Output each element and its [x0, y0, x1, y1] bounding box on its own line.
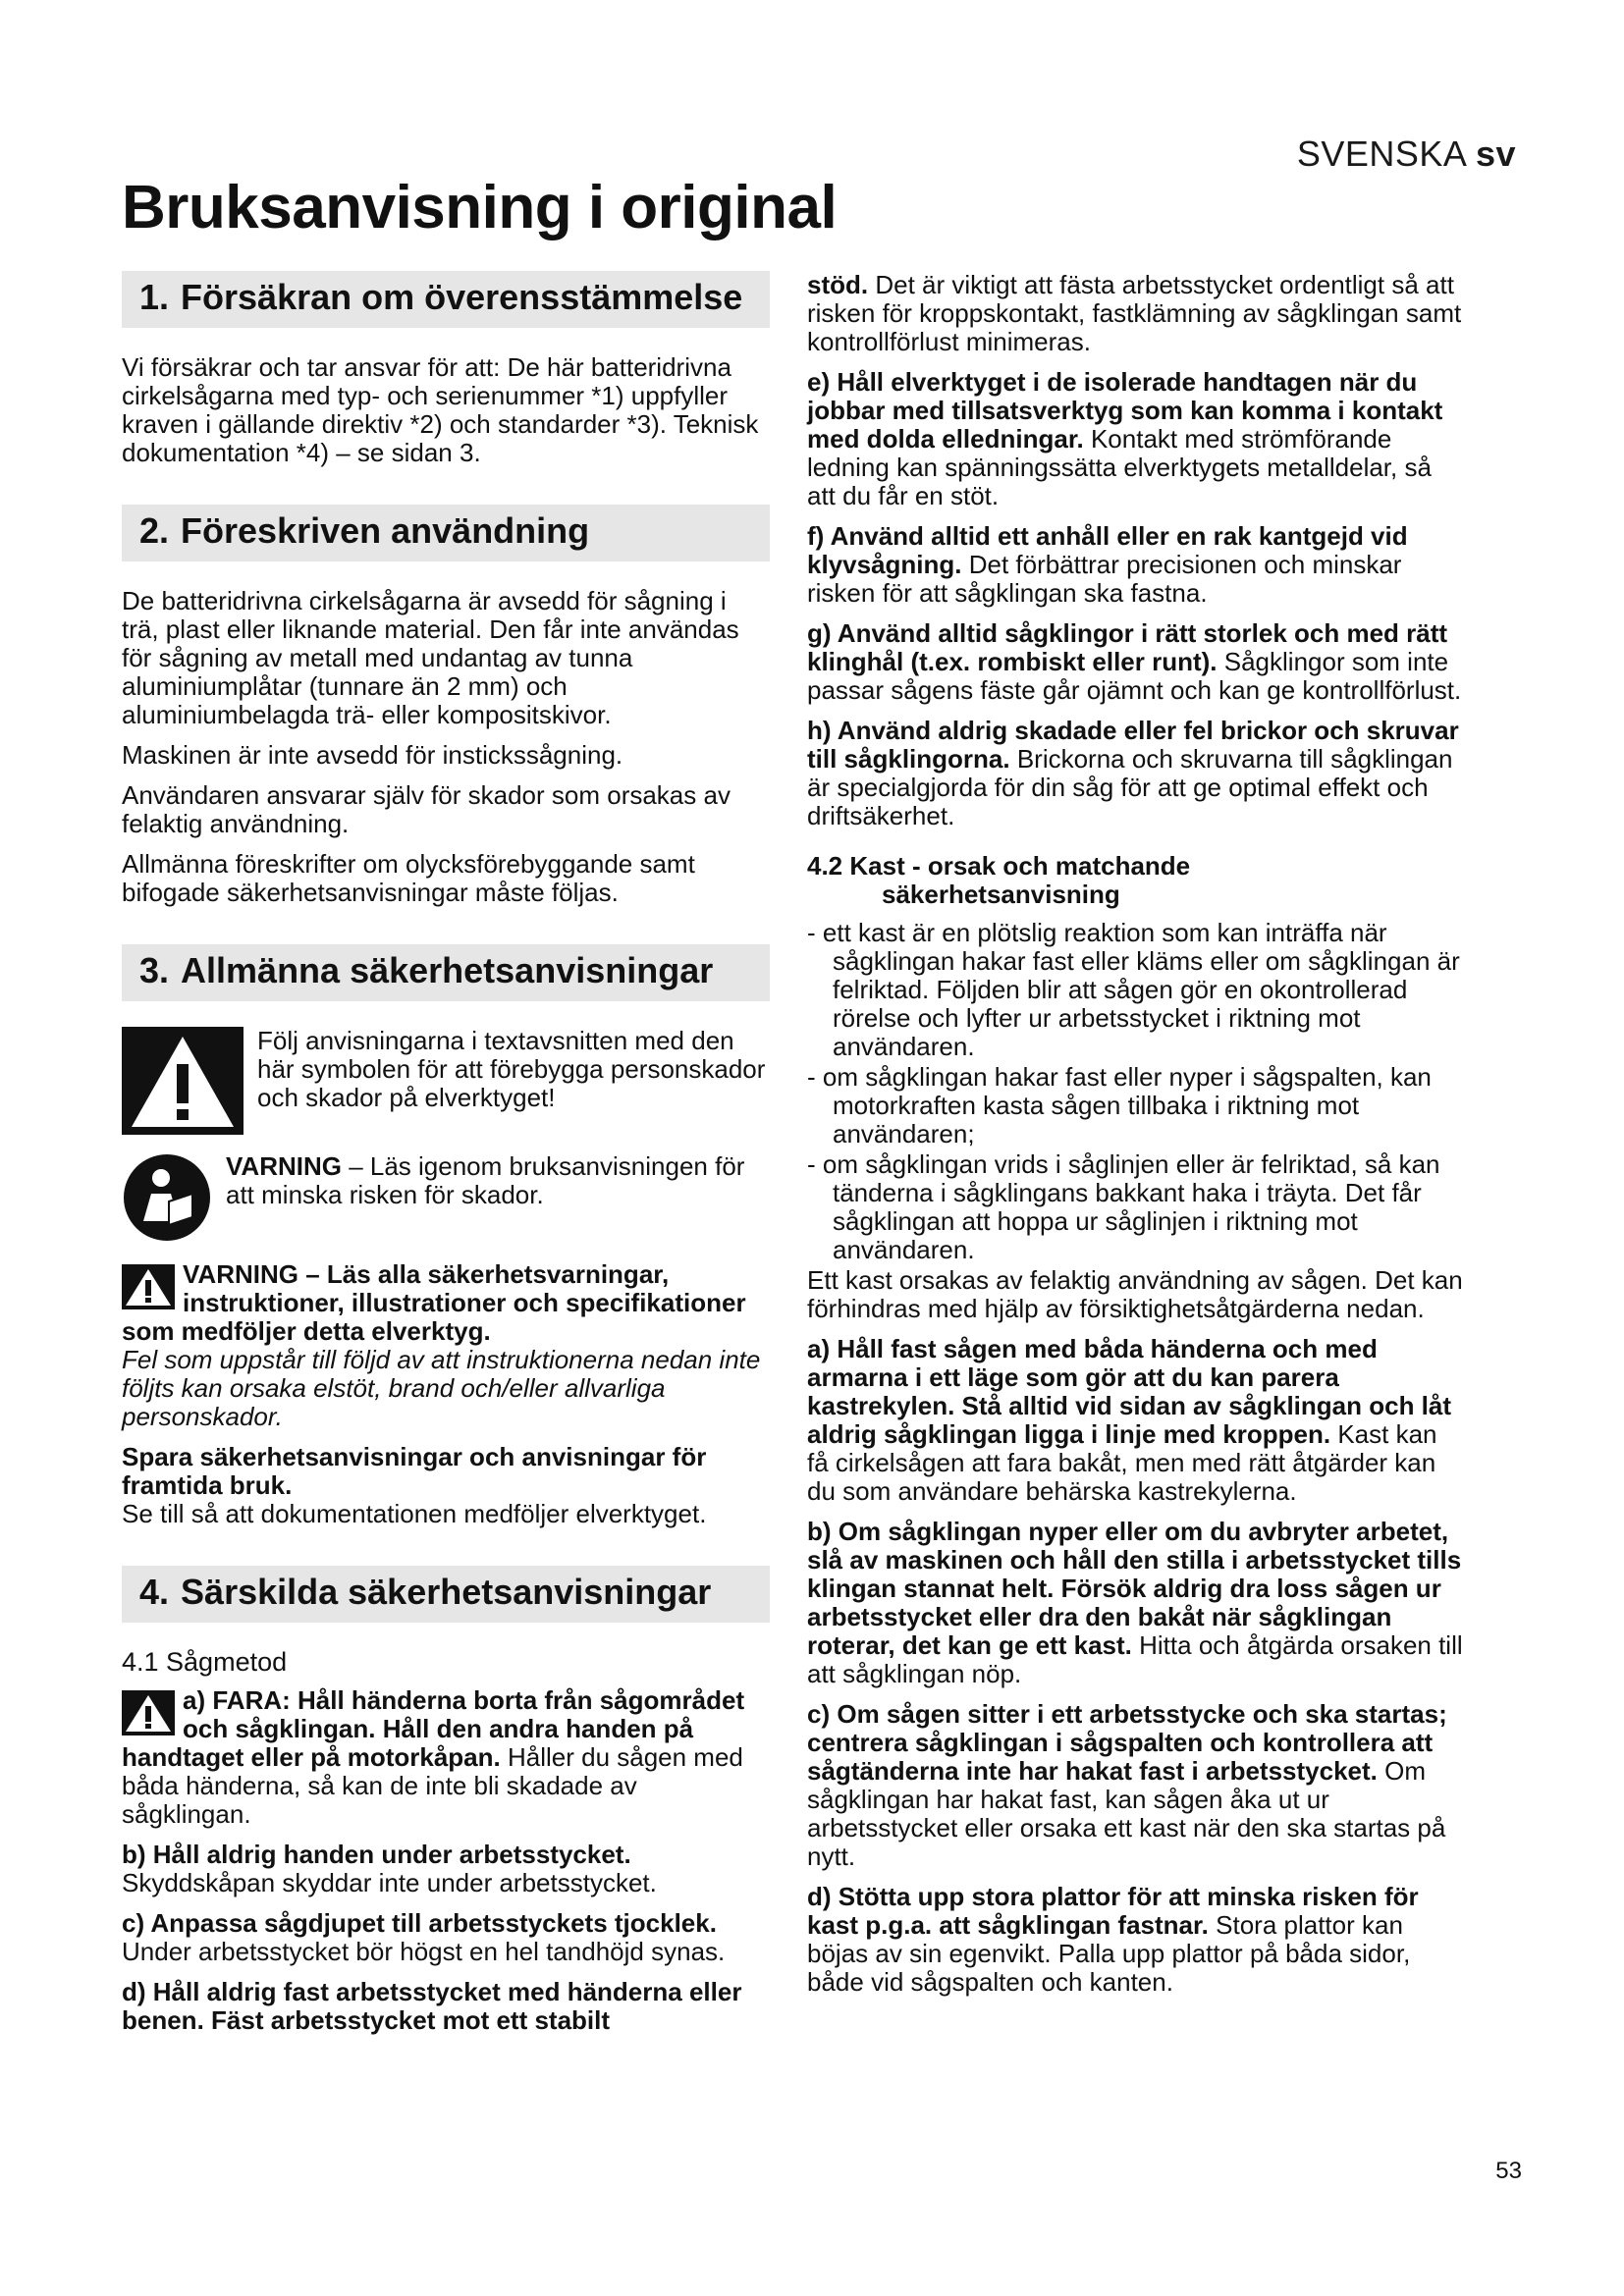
list-item: - om sågklingan vrids i såglinjen eller är felriktad, så kan tänderna i sågklingans bakkant haka i träyta. Det får sågklingan att hoppa ur såglinjen i riktning mot användaren.: [807, 1149, 1440, 1264]
section-1-heading: 1. Försäkran om överensstämmelse: [122, 271, 770, 328]
item-4-2-c: c) Om sågen sitter i ett arbetsstycke och ska startas; centrera sågklingan i sågspalten och kontrollera att sågtänderna inte har hakat fast i arbetsstycket. Om sågklingan har hakat fast, kan sågen åka ut ur arbetsstycket eller orsaka ett kast när den ska startas på nytt.: [807, 1699, 1447, 1871]
item-4-2-b: b) Om sågklingan nyper eller om du avbryter arbetet, slå av maskinen och håll den stilla i arbetsstycket tills klingan stannat helt. Försök aldrig dra loss sågen ur arbetsstycket eller dra den bakåt när sågklingan roterar, det kan ge ett kast. Hitta och åtgärda orsaken till att sågklingan nöp.: [807, 1517, 1463, 1688]
list-item: - om sågklingan hakar fast eller nyper i sågspalten, kan motorkraften kasta sågen tillbaka i riktning mot användaren;: [807, 1062, 1432, 1148]
usage-text-1: De batteridrivna cirkelsågarna är avsedd för sågning i trä, plast eller liknande material. Den får inte användas för sågning av metall med undantag av tunna aluminiumplåtar (tunnare än 2 mm) och aluminiumbelagda trä- eller kompositskivor.: [122, 586, 739, 729]
item-4-1-e: e) Håll elverktyget i de isolerade handtagen när du jobbar med tillsatsverktyg som kan komma i kontakt med dolda elledningar. Kontakt med strömförande ledning kan spänningssätta elverktygets metalldelar, så att du får en stöt.: [807, 367, 1443, 510]
section-4-heading: 4. Särskilda säkerhetsanvisningar: [122, 1566, 770, 1623]
warning-small-icon: [122, 1264, 175, 1309]
section-3-heading: 3. Allmänna säkerhetsanvisningar: [122, 944, 770, 1001]
section-2-heading: 2. Föreskriven användning: [122, 505, 770, 561]
item-d-continued: stöd. Det är viktigt att fästa arbetsstycket ordentligt så att risken för kroppskontakt, fastklämning av sågklingan samt kontrollförlust minimeras.: [807, 270, 1462, 356]
item-4-1-h: h) Använd aldrig skadade eller fel brickor och skruvar till sågklingorna. Brickorna och skruvarna till sågklingan är specialgjorda för din såg för att ge optimal effekt och driftsäkerhet.: [807, 716, 1459, 830]
varning-all-italic: Fel som uppstår till följd av att instruktionerna nedan inte följts kan orsaka elstöt, brand och/eller allvarliga personskador.: [122, 1345, 761, 1431]
read-manual-icon: [122, 1152, 212, 1243]
page-title: Bruksanvisning i original: [122, 174, 838, 241]
item-4-1-c: c) Anpassa sågdjupet till arbetsstyckets tjocklek. Under arbetsstycket bör högst en hel tandhöjd synas.: [122, 1908, 726, 1966]
usage-text-4: Allmänna föreskrifter om olycksförebyggande samt bifogade säkerhetsanvisningar måste följas.: [122, 849, 695, 907]
item-4-2-d: d) Stötta upp stora plattor för att minska risken för kast p.g.a. att sågklingan fastnar. Stora plattor kan böjas av sin egenvikt. Palla upp plattor på båda sidor, både vid sågspalten och kanten.: [807, 1882, 1419, 1997]
language-code: sv: [1475, 133, 1516, 174]
left-column: [122, 271, 770, 2047]
read-manual-block: [122, 1152, 770, 1243]
kickback-list: [807, 919, 1463, 1264]
warning-symbol-block: [122, 1027, 770, 1135]
symbol-explanation: Följ anvisningarna i textavsnitten med den här symbolen för att förebygga personskador och skador på elverktyget!: [257, 1026, 766, 1112]
varning-all-block: [122, 1260, 770, 1528]
page-number: 53: [1495, 2158, 1522, 2184]
item-4-1-d: d) Håll aldrig fast arbetsstycket med händerna eller benen. Fäst arbetsstycket mot ett stabilt: [122, 1977, 742, 2035]
list-item: - ett kast är en plötslig reaktion som kan inträffa när sågklingan hakar fast eller kläms eller om sågklingan är felriktad. Följden blir att sågen gör en okontrollerad rörelse och lyfter ur arbetsstycket i riktning mot användaren.: [807, 918, 1460, 1061]
spara-text: Spara säkerhetsanvisningar och anvisningar för framtida bruk.: [122, 1442, 707, 1500]
item-4-1-a: a) FARA: Håll händerna borta från sågområdet och sågklingan. Håll den andra handen på handtaget eller på motorkåpan. Håller du sågen med båda händerna, så kan de inte bli skadade av sågklingan.: [122, 1685, 745, 1829]
usage-text-2: Maskinen är inte avsedd för instickssågning.: [122, 740, 623, 770]
item-4-1-g: g) Använd alltid sågklingor i rätt storlek och med rätt klinghål (t.ex. rombiskt eller runt). Sågklingor som inte passar sågens fäste går ojämnt och kan ge kontrollförlust.: [807, 618, 1462, 705]
kast-text: Ett kast orsakas av felaktig användning av sågen. Det kan förhindras med hjälp av försiktighetsåtgärderna nedan.: [807, 1265, 1463, 1323]
varning-read-manual: VARNING – Läs igenom bruksanvisningen för att minska risken för skador.: [226, 1151, 745, 1209]
language-label: SVENSKA sv: [1296, 133, 1516, 174]
subheading-4-1: 4.1 Sågmetod: [122, 1647, 288, 1677]
warning-small-icon: [122, 1690, 175, 1735]
setill-text: Se till så att dokumentationen medföljer elverktyget.: [122, 1499, 707, 1528]
item-4-2-a: a) Håll fast sågen med båda händerna och med armarna i ett läge som gör att du kan parera kastrekylen. Stå alltid vid sidan av sågklingan och låt aldrig sågklingan ligga i linje med kroppen. Kast kan få cirkelsågen att fara bakåt, men med rätt åtgärder kan du som användare behärska kastrekylerna.: [807, 1334, 1452, 1506]
declaration-text: Vi försäkrar och tar ansvar för att: De här batteridrivna cirkelsågarna med typ- och serienummer *1) uppfyller kraven i gällande direktiv *2) och standarder *3). Teknisk dokumentation *4) – se sidan 3.: [122, 352, 759, 467]
warning-triangle-icon: [122, 1027, 244, 1135]
item-4-1-b: b) Håll aldrig handen under arbetsstycket. Skyddskåpan skyddar inte under arbetsstycket.: [122, 1840, 657, 1897]
varning-all-bold: VARNING – Läs alla säkerhetsvarningar, instruktioner, illustrationer och specifikationer som medföljer detta elverktyg.: [122, 1259, 746, 1346]
subheading-4-2: 4.2 Kast - orsak och matchande säkerhetsanvisning: [807, 851, 1191, 909]
right-column: [807, 271, 1463, 2008]
item-4-1-f: f) Använd alltid ett anhåll eller en rak kantgejd vid klyvsågning. Det förbättrar precisionen och minskar risken för att sågklingan ska fastna.: [807, 521, 1408, 608]
usage-text-3: Användaren ansvarar själv för skador som orsakas av felaktig användning.: [122, 780, 731, 838]
